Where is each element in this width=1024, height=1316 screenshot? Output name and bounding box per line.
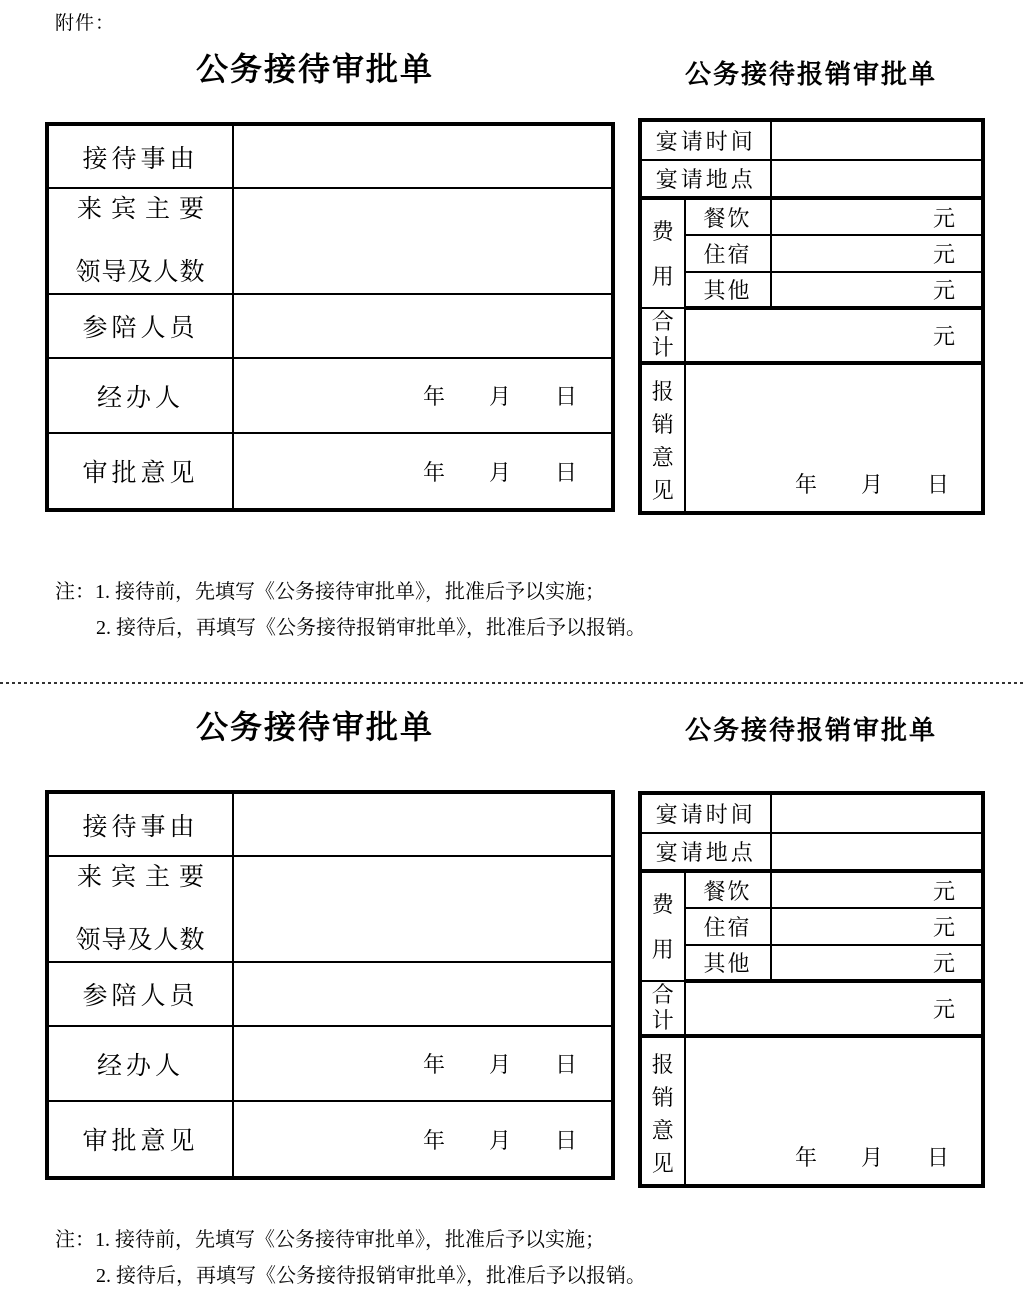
banquet-time-label: 宴请时间 [640,793,771,833]
table-row [640,198,983,235]
reimbursement-date-cell: 年 月 日 [685,363,983,513]
other-amount-cell: 元 [771,945,983,981]
reception-approval-table [45,122,615,512]
cost-label: 费用 [640,198,685,308]
handler-label: 经办人 [47,358,233,433]
note-line-2: 2. 接待后，再填写《公务接待报销审批单》，批准后予以报销。 [96,1265,646,1287]
table-row [47,792,613,856]
reimbursement-opinion-label: 报销意见 [640,363,685,513]
catering-amount-cell: 元 [771,871,983,908]
banquet-time-cell [771,120,983,160]
table-row [640,363,983,513]
handler-date-cell: 年 月 日 [233,1026,613,1101]
table-row [640,120,983,160]
guest-leaders-cell [233,856,613,962]
reception-reason-cell [233,124,613,188]
other-label: 其他 [685,272,771,308]
table-row [47,856,613,962]
table-row [47,188,613,294]
banquet-place-cell [771,833,983,871]
table-row [640,160,983,198]
table-row [47,358,613,433]
note-item-1: 1. 接待前，先填写《公务接待审批单》，批准后予以实施； [95,581,605,603]
total-label: 合计 [640,308,685,363]
reimbursement-approval-title: 公务接待报销审批单 [684,59,937,89]
cost-label: 费用 [640,871,685,981]
reception-reason-cell [233,792,613,856]
banquet-place-label: 宴请地点 [640,160,771,198]
reimbursement-date-cell: 年 月 日 [685,1036,983,1186]
reception-reason-label: 接待事由 [47,792,233,856]
reimbursement-approval-title: 公务接待报销审批单 [684,715,937,745]
banquet-place-label: 宴请地点 [640,833,771,871]
attachment-label: 附件： [55,13,116,34]
guest-leaders-label [47,856,233,962]
guest-leaders-label-line2: 领导及人数 [75,259,206,286]
table-row [47,962,613,1026]
table-row [47,124,613,188]
table-row [47,1026,613,1101]
note-prefix: 注： [55,581,95,603]
lodging-label: 住宿 [685,235,771,272]
lodging-label: 住宿 [685,908,771,945]
lodging-amount-cell: 元 [771,908,983,945]
table-row [47,433,613,510]
table-row [640,908,983,945]
approval-opinion-label: 审批意见 [47,433,233,510]
table-row [640,235,983,272]
guest-leaders-label [47,188,233,294]
note-line-1 [55,1222,815,1258]
guest-leaders-label-line2: 领导及人数 [75,927,206,954]
note-line-2: 2. 接待后，再填写《公务接待报销审批单》，批准后予以报销。 [96,617,646,639]
catering-label: 餐饮 [685,871,771,908]
note-prefix: 注： [55,1229,95,1251]
total-amount-cell: 元 [685,981,983,1036]
lodging-amount-cell: 元 [771,235,983,272]
form-section-bottom [0,684,1024,1316]
table-row [640,871,983,908]
banquet-place-cell [771,160,983,198]
note-item-1: 1. 接待前，先填写《公务接待审批单》，批准后予以实施； [95,1229,605,1251]
companions-label: 参陪人员 [47,294,233,358]
total-label: 合计 [640,981,685,1036]
reception-approval-title: 公务接待审批单 [195,51,434,87]
table-row [640,793,983,833]
reception-approval-table [45,790,615,1180]
companions-cell [233,294,613,358]
other-amount-cell: 元 [771,272,983,308]
table-row [640,945,983,981]
catering-label: 餐饮 [685,198,771,235]
approval-date-cell: 年 月 日 [233,433,613,510]
handler-date-cell: 年 月 日 [233,358,613,433]
companions-label: 参陪人员 [47,962,233,1026]
table-row [640,833,983,871]
table-row [640,981,983,1036]
guest-leaders-label-line1: 来宾主要 [76,864,213,891]
banquet-time-cell [771,793,983,833]
reimbursement-opinion-label: 报销意见 [640,1036,685,1186]
reimbursement-approval-table [638,791,985,1188]
notes [55,1222,815,1294]
guest-leaders-label-line1: 来宾主要 [76,196,213,223]
reception-reason-label: 接待事由 [47,124,233,188]
approval-opinion-label: 审批意见 [47,1101,233,1178]
banquet-time-label: 宴请时间 [640,120,771,160]
other-label: 其他 [685,945,771,981]
table-row [640,272,983,308]
handler-label: 经办人 [47,1026,233,1101]
notes [55,574,815,646]
table-row [47,1101,613,1178]
table-row [640,308,983,363]
guest-leaders-cell [233,188,613,294]
table-row [640,1036,983,1186]
note-line-1 [55,574,815,610]
reimbursement-approval-table [638,118,985,515]
table-row [47,294,613,358]
total-amount-cell: 元 [685,308,983,363]
companions-cell [233,962,613,1026]
reception-approval-title: 公务接待审批单 [195,709,434,745]
approval-date-cell: 年 月 日 [233,1101,613,1178]
catering-amount-cell: 元 [771,198,983,235]
